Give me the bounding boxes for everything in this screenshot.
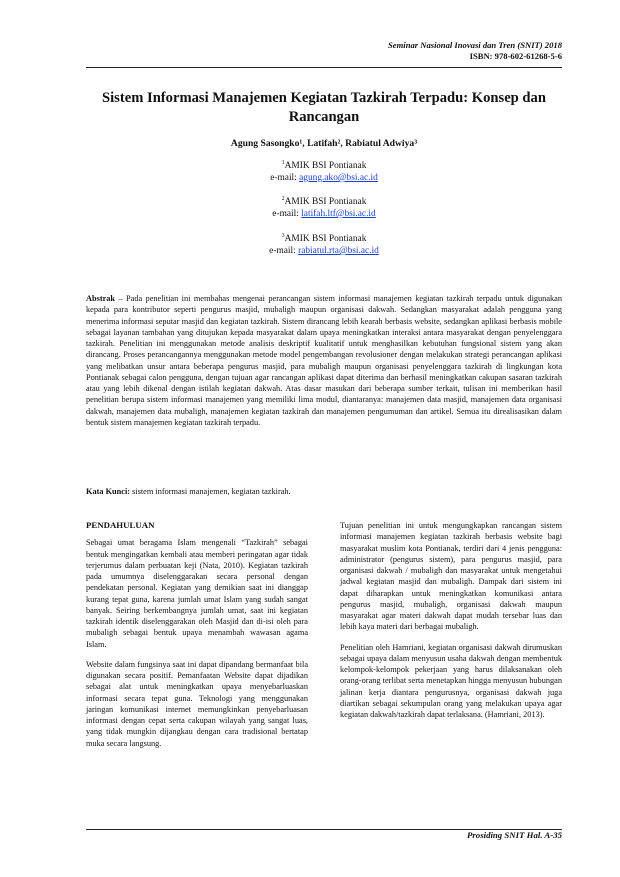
institution: AMIK BSI Pontianak: [284, 234, 367, 244]
email-link[interactable]: latifah.ltf@bsi.ac.id: [301, 209, 376, 219]
left-column: [86, 520, 308, 758]
email-label: e-mail:: [270, 173, 300, 183]
page-footer: Prosiding SNIT Hal. A-35: [467, 830, 562, 840]
abstract: [86, 293, 562, 428]
paper-title: Sistem Informasi Manajemen Kegiatan Tazkirah Terpadu: Konsep dan Rancangan: [102, 90, 546, 125]
email-link[interactable]: agung.ako@bsi.ac.id: [299, 173, 378, 183]
email-label: e-mail:: [272, 209, 302, 219]
running-header: [388, 40, 562, 62]
right-column: [340, 520, 562, 729]
section-heading: PENDAHULUAN: [86, 520, 155, 530]
keywords-label: Kata Kunci:: [86, 487, 131, 496]
affiliation-number: 2: [281, 195, 285, 202]
affiliation-number: 3: [281, 232, 285, 239]
conference-name: Seminar Nasional Inovasi dan Tren (SNIT) 2018: [388, 40, 562, 50]
institution: AMIK BSI Pontianak: [284, 197, 367, 207]
body-paragraph: Website dalam fungsinya saat ini dapat dipandang bermanfaat bila digunakan secara positif. Pemanfaatan Website dapat dijadikan sebagai alat untuk meningkatkan upaya menyebarluaskan informasi secara tepat guna. Teknologi yang menggunakan jaringan komunikasi internet memungkinkan penyebarluasan informasi dengan cepat serta cakupan wilayah yang sangat luas, yang tidak mungkin dijangkau dengan cara tradisional bertatap muka secara langsung.: [86, 659, 308, 748]
author-list: Agung Sasongko¹, Latifah², Rabiatul Adwiya³: [230, 138, 418, 149]
affiliation-number: 1: [281, 159, 285, 166]
isbn: ISBN: 978-602-61268-5-6: [469, 51, 562, 61]
email-label: e-mail:: [269, 246, 299, 256]
keywords-text: sistem informasi manajemen, kegiatan tazkirah.: [130, 487, 291, 496]
header-divider: [86, 67, 562, 68]
affiliation-1: [86, 160, 562, 184]
abstract-dash: –: [115, 294, 127, 303]
body-paragraph: Sebagai umat beragama Islam mengenali “Tazkirah” sebagai bentuk mengingatkan kembali atau memberi peringatan agar tidak terjerumus dalam perbuatan keji (Nata, 2010). Kegiatan tazkirah pada umumnya diselenggarakan secara personal dengan pendekatan personal. Kegiatan yang demikian saat ini dianggap kurang tepat guna, karena jumlah umat Islam yang sudah sangat banyak. Seiring berkembangnya jumlah umat, saat ini kegiatan tazkirah identik diselenggarakan oleh Masjid dan di-isi oleh para mubaligh sebagai bentuk upaya menambah wawasan agama Islam.: [86, 538, 308, 649]
email-link[interactable]: rabiatul.rta@bsi.ac.id: [298, 246, 379, 256]
body-paragraph: Penelitian oleh Hamriani, kegiatan organisasi dakwah dirumuskan sebagai upaya dalam menyusun usaha dakwah dengan membentuk kelompok-kelompok pekerjaan yang harus dilaksanakan oleh orang-orang terlibat serta menetapkan hingga menyusun hubungan jalinan kerja diantara pengurusnya, organisasi dakwah juga diartikan sebagai sekumpulan orang yang melakukan upaya agar kegiatan dakwah/tazkirah dapat terlaksana. (Hamriani, 2013).: [340, 642, 562, 719]
keywords: [86, 487, 562, 496]
abstract-label: Abstrak: [86, 294, 116, 303]
body-paragraph: Tujuan penelitian ini untuk mengungkapkan rancangan sistem informasi manajemen kegiatan tazkirah berbasis website bagi masyarakat muslim kota Pontianak, terdiri dari 4 jenis pengguna: administrator (pengurus sistem), para pengurus masjid, para organisasi dakwah / mubaligh dan masyarakat untuk mengetahui jadwal kegiatan masjid dan mubaligh. Dampak dari sistem ini dapat diharapkan untuk meningkatkan komunikasi antara pengurus masjid, mubaligh, organisasi dakwah maupun masyarakat agar materi dakwah dapat mudah tersebar luas dan lebih kaya materi dari berbagai mubaligh.: [340, 521, 562, 632]
affiliation-2: [86, 196, 562, 220]
affiliation-3: [86, 233, 562, 257]
abstract-text: Pada penelitian ini membahas mengenai perancangan sistem informasi manajemen kegiatan tazkirah terpadu untuk digunakan kepada para kontributor seperti pengurus masjid, mubaligh maupun organisasi dakwah. Sedangkan masyarakat adalah pengguna yang menerima informasi seputar masjid dan kegiatan tazkirah. Sistem dirancang lebih kearah berbasis website, sedangkan aplikasi berbasis mobile sebagai layanan tambahan yang ditujukan kepada masyarakat dalam upaya meningkatkan interaksi antara masyarakat dengan penyelenggara tazkirah. Penelitian ini menggunakan metode analisis deskriptif kualitatif untuk menghasilkan kebutuhan fungsional sistem yang akan dirancang. Proses perancangannya menggunakan metode model pengembangan revolusioner dengan melakukan strategi perancangan aplikasi yang melibatkan unsur antara beberapa pengurus masjid, para mubaligh maupun organisasi penyelenggara tazkirah di lingkungan kota Pontianak sebagai calon pengguna, dengan tujuan agar rancangan aplikasi dapat diterima dan berhasil meningkatkan cakupan sasaran tazkirah atau yang lebih dikenal dengan istilah kegiatan dakwah. Atas dasar masukan dari beberapa sumber terkait, tulisan ini memberikan hasil penelitian berupa sistem informasi manajemen yang memiliki lima modul, diantaranya: manajemen data masjid, manajemen data organisasi dakwah, manajemen data mubaligh, manajemen kegiatan tazkirah dan manajemen pengumuman dan artikel. Semua itu direalisasikan dalam bentuk sistem manajemen kegiatan tazkirah terpadu.: [86, 294, 562, 427]
institution: AMIK BSI Pontianak: [284, 161, 367, 171]
